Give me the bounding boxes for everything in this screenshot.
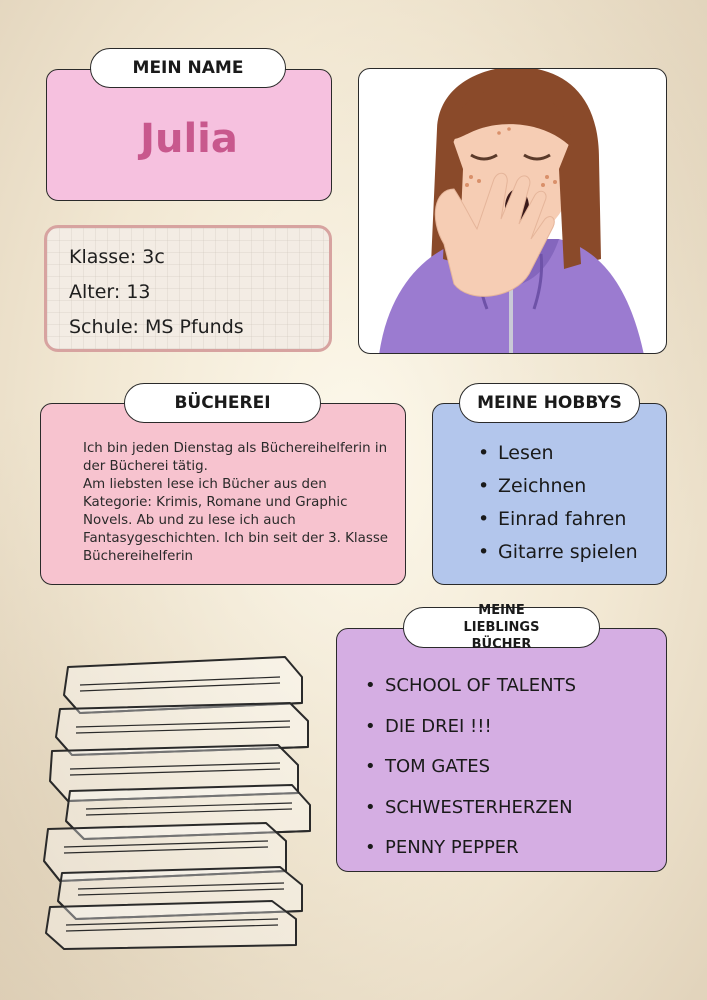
list-item: • DIE DREI !!!: [365, 716, 576, 757]
favorite-books-label: MEINE LIEBLINGS BÜCHER: [403, 607, 600, 648]
class-info: Klasse: 3c: [69, 246, 165, 268]
favorite-books-list: [365, 675, 576, 878]
list-item: • SCHOOL OF TALENTS: [365, 675, 576, 716]
info-card: [44, 225, 332, 352]
school-info: Schule: MS Pfunds: [69, 316, 244, 338]
hobby-label: MEINE HOBBYS: [459, 383, 640, 423]
library-label: BÜCHEREI: [124, 383, 321, 423]
name-card: [46, 69, 332, 201]
list-item: • SCHWESTERHERZEN: [365, 797, 576, 838]
library-card: [40, 403, 406, 585]
library-text: Ich bin jeden Dienstag als Büchereihelferin in der Bücherei tätig. Am liebsten lese ich Bücher aus den Kategorie: Krimis, Romane und Graphic Novels. Ab und zu lese ich auch Fantasygeschichten. Ich bin seit der 3. Klasse Büchereihelferin: [83, 441, 389, 564]
hobby-card: [432, 403, 667, 585]
list-item: • Einrad fahren: [478, 508, 638, 541]
list-item: • Zeichnen: [478, 475, 638, 508]
photo-card: [358, 68, 667, 354]
list-item: • TOM GATES: [365, 756, 576, 797]
list-item: • PENNY PEPPER: [365, 837, 576, 878]
hobby-list: [478, 442, 638, 574]
favorite-books-card: [336, 628, 667, 872]
age-info: Alter: 13: [69, 281, 151, 303]
list-item: • Gitarre spielen: [478, 541, 638, 574]
avatar-icon: [359, 69, 667, 354]
list-item: • Lesen: [478, 442, 638, 475]
book-stack-icon: [40, 645, 320, 950]
name-label: MEIN NAME: [90, 48, 286, 88]
name-value: Julia: [140, 116, 238, 162]
